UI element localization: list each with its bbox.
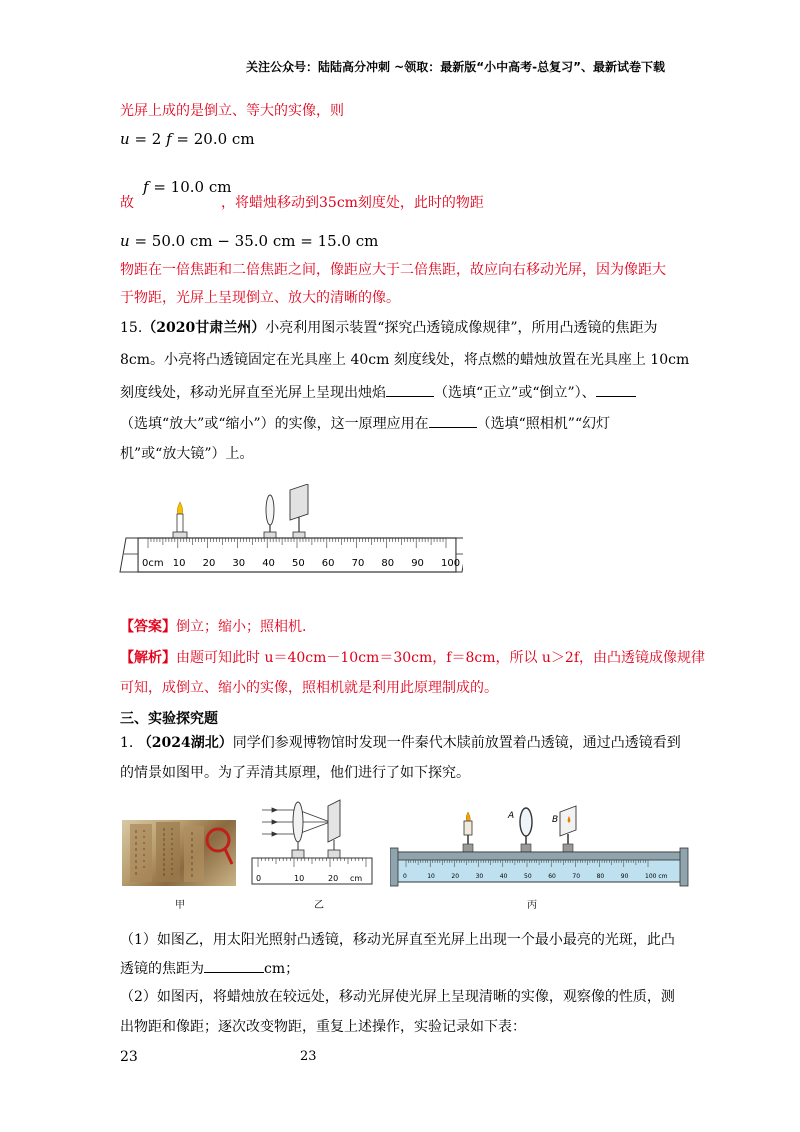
solution-line-4b: 于物距，光屏上呈现倒立、放大的清晰的像。 xyxy=(120,290,400,306)
solution-gu: 故 xyxy=(120,195,134,211)
bing-label: 90 xyxy=(620,873,629,880)
bing-label: 0 xyxy=(403,873,407,880)
bing-label: 60 xyxy=(548,873,556,880)
figure-bing xyxy=(390,804,690,892)
answer-blank-1[interactable] xyxy=(386,383,434,397)
bench-label: 60 xyxy=(321,558,335,569)
equation-2: f = 10.0 cm xyxy=(143,178,232,196)
bench-label: 30 xyxy=(232,558,246,569)
fig-label-bing: 丙 xyxy=(527,900,537,911)
label-B: B xyxy=(552,815,559,825)
bing-label: 20 xyxy=(451,873,460,880)
question-1-line-2: 的情景如图甲。为了弄清其原理，他们进行了如下探究。 xyxy=(120,765,470,781)
answer-line: 【答案】倒立；缩小；照相机. xyxy=(120,619,307,635)
section-title: 三、实验探究题 xyxy=(120,711,218,727)
yi-label-cm: cm xyxy=(350,874,363,883)
question-1-line-1: 1. （2024湖北）同学们参观博物馆时发现一件秦代木牍前放置着凸透镜，通过凸透镜看到 xyxy=(120,735,681,751)
candle-icon xyxy=(173,502,187,538)
question-15-line-2: 8cm。小亮将凸透镜固定在光具座上 40cm 刻度线处，将点燃的蜡烛放置在光具座上 10cm xyxy=(120,352,690,368)
yi-label-10: 10 xyxy=(294,874,305,883)
analysis-line-1: 【解析】由题可知此时 u＝40cm－10cm＝30cm，f＝8cm，所以 u＞2f，由凸透镜成像规律 xyxy=(120,650,706,666)
screen-B-icon xyxy=(560,806,576,852)
bench-label: 0cm xyxy=(142,558,164,569)
analysis-line-2: 可知，成倒立、缩小的实像，照相机就是利用此原理制成的。 xyxy=(120,680,498,696)
bench-label: 70 xyxy=(351,558,365,569)
lens-icon xyxy=(264,495,276,538)
bench-label: 50 xyxy=(292,558,305,569)
bing-label: 50 xyxy=(524,873,532,880)
bench-label: 10 xyxy=(172,558,186,569)
question-15-line-5: 机”或“放大镜”）上。 xyxy=(120,446,254,462)
question-15-line-4: （选填“放大”或“缩小”）的实像，这一原理应用在 （选填“照相机”“幻灯 xyxy=(120,416,611,432)
solution-line-3: ，将蜡烛移动到35cm刻度处，此时的物距 xyxy=(221,195,484,211)
equation-3: u = 50.0 cm − 35.0 cm = 15.0 cm xyxy=(120,232,379,250)
solution-line-1: 光屏上成的是倒立、等大的实像，则 xyxy=(120,103,344,119)
bing-label: 80 xyxy=(596,873,605,880)
optical-bench-figure xyxy=(118,484,463,576)
candle-icon xyxy=(463,812,473,852)
bench-label: 40 xyxy=(262,558,275,569)
part-1-line-2: 透镜的焦距为 cm； xyxy=(120,961,300,977)
focal-length-blank[interactable] xyxy=(204,959,264,973)
bench-label: 80 xyxy=(381,558,395,569)
eq1-u: u xyxy=(120,130,130,148)
fig-label-jia: 甲 xyxy=(175,900,185,911)
page-number-left: 23 xyxy=(120,1049,138,1065)
light-screen-icon xyxy=(290,484,308,538)
fig-label-yi: 乙 xyxy=(314,900,324,911)
wooden-slip-photo xyxy=(122,820,236,886)
part-2-line-2: 出物距和像距；逐次改变物距，重复上述操作，实验记录如下表： xyxy=(120,1019,526,1035)
answer-blank-3[interactable] xyxy=(429,414,477,428)
part-1-line-1: （1）如图乙，用太阳光照射凸透镜，移动光屏直至光屏上出现一个最小最亮的光斑，此凸 xyxy=(120,932,675,948)
solution-line-4a: 物距在一倍焦距和二倍焦距之间，像距应大于二倍焦距，故应向右移动光屏，因为像距大 xyxy=(120,262,666,278)
bing-label: 10 xyxy=(427,873,435,880)
page-header: 关注公众号：陆陆高分冲刺 ~领取：最新版“小中高考-总复习”、最新试卷下载 xyxy=(246,60,665,74)
yi-label-0: 0 xyxy=(256,874,262,883)
answer-blank-2[interactable] xyxy=(596,383,636,397)
page-number-center: 23 xyxy=(300,1049,317,1064)
question-15-line-1: 15.（2020甘肃兰州）小亮利用图示装置“探究凸透镜成像规律”，所用凸透镜的焦距为 xyxy=(120,320,658,336)
convex-lens-icon xyxy=(293,802,303,842)
bing-label: 40 xyxy=(499,873,508,880)
screen-icon xyxy=(328,800,340,842)
bench-label: 90 xyxy=(411,558,424,569)
bing-label: 100 cm xyxy=(645,873,668,880)
equation-1: u = 2 f = 20.0 cm xyxy=(120,130,255,148)
question-15-line-3: 刻度线处，移动光屏直至光屏上呈现出烛焰 （选填“正立”或“倒立”）、 xyxy=(120,383,636,401)
yi-label-20: 20 xyxy=(328,874,339,883)
part-2-line-1: （2）如图丙，将蜡烛放在较远处，移动光屏使光屏上呈现清晰的实像，观察像的性质，测 xyxy=(120,989,675,1005)
bing-label: 30 xyxy=(475,873,484,880)
bench-label: 100 xyxy=(441,558,461,569)
bench-label: 20 xyxy=(202,558,216,569)
figure-yi xyxy=(250,792,375,890)
label-A: A xyxy=(508,811,515,821)
bing-label: 70 xyxy=(572,873,581,880)
lens-A-icon xyxy=(520,808,532,852)
